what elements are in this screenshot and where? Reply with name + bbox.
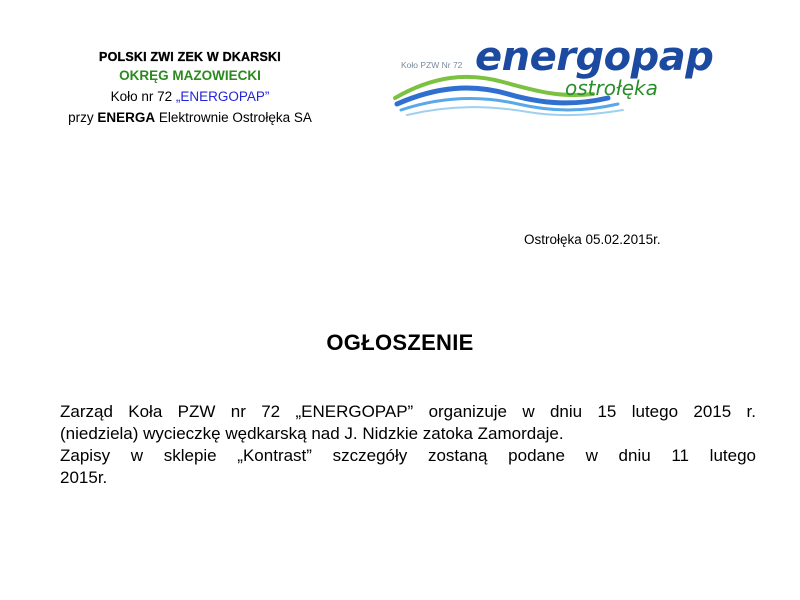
- org-club-prefix: Koło nr 72: [110, 89, 176, 104]
- org-sponsor-prefix: przy: [68, 110, 98, 125]
- body-line: Zapisy w sklepie „Kontrast” szczegóły zostaną podane w dniu 11 lutego: [60, 446, 756, 465]
- logo-main-text: energopap: [475, 34, 714, 80]
- org-sponsor-bold: ENERGA: [97, 110, 156, 125]
- org-region: OKRĘG MAZOWIECKI: [119, 68, 261, 83]
- document-date: Ostrołęka 05.02.2015r.: [524, 232, 661, 247]
- announcement-body: [60, 401, 756, 489]
- energopap-logo: [393, 34, 714, 120]
- organization-header: [40, 48, 340, 128]
- body-line: 2015r.: [60, 468, 108, 487]
- logo-sub-text: ostrołęka: [565, 76, 658, 100]
- org-sponsor-suffix: Elektrownie Ostrołęka SA: [155, 110, 312, 125]
- body-line: Zarząd Koła PZW nr 72 „ENERGOPAP” organizuje w dniu 15 lutego 2015 r.: [60, 402, 756, 421]
- org-club: [40, 86, 340, 107]
- logo-small-text: Koło PZW Nr 72: [401, 60, 463, 70]
- body-line: (niedziela) wycieczkę wędkarską nad J. Nidzkie zatoka Zamordaje.: [60, 424, 564, 443]
- org-name: POLSKI ZWI ZEK W DKARSKI: [99, 50, 281, 64]
- document-title: OGŁOSZENIE: [326, 330, 474, 355]
- org-sponsor: [40, 107, 340, 128]
- org-club-name: „ENERGOPAP”: [175, 89, 270, 104]
